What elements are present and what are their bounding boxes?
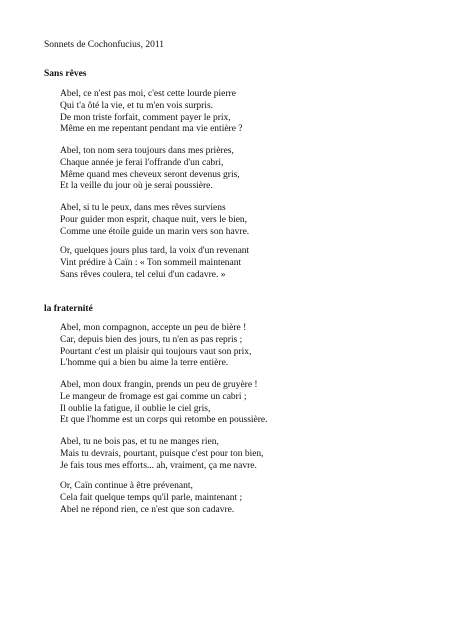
verse-line: Pourtant c'est un plaisir qui toujours vaut son prix, — [60, 346, 252, 357]
document-header: Sonnets de Cochonfucius, 2011 — [44, 40, 164, 50]
verse-line: Abel, mon compagnon, accepte un peu de bière ! — [60, 323, 247, 333]
poem-title: la fraternité — [44, 304, 93, 314]
verse-line: Vint prédire à Caïn : « Ton sommeil maintenant — [60, 257, 242, 268]
verse-line: Abel, ton nom sera toujours dans mes prières, — [60, 146, 234, 156]
verse-line: Pour guider mon esprit, chaque nuit, vers le bien, — [60, 214, 248, 225]
stanza — [60, 437, 264, 472]
stanza — [60, 323, 251, 370]
verse-line: Car, depuis bien des jours, tu n'en as pas repris ; — [60, 334, 243, 345]
stanza — [60, 89, 243, 136]
verse-line: Et la veille du jour où je serai poussière. — [60, 181, 213, 192]
verse-line: Comme une étoile guide un marin vers son havre. — [60, 226, 250, 237]
verse-line: Abel, tu ne bois pas, et tu ne manges rien, — [60, 437, 219, 447]
poem-title: Sans rêves — [44, 69, 87, 79]
verse-line: L'homme qui a bien bu aime la terre entière. — [60, 358, 229, 369]
verse-line: Qui t'a ôté la vie, et tu m'en vois surpris. — [60, 100, 214, 111]
verse-line: Or, Caïn continue à être prévenant, — [60, 481, 193, 491]
stanza — [60, 246, 249, 281]
stanza — [60, 146, 240, 193]
verse-line: Sans rêves coulera, tel celui d'un cadavre. » — [60, 269, 226, 280]
stanza — [60, 481, 242, 516]
verse-line: Chaque année je ferai l'offrande d'un cabri, — [60, 157, 224, 168]
verse-line: Je fais tous mes efforts... ah, vraiment, ça me navre. — [60, 460, 257, 471]
verse-line: Cela fait quelque temps qu'il parle, maintenant ; — [60, 492, 243, 503]
verse-line: Abel ne répond rien, ce n'est que son cadavre. — [60, 504, 235, 515]
verse-line: Le mangeur de fromage est gai comme un cabri ; — [60, 391, 247, 402]
verse-line: Mais tu devrais, pourtant, puisque c'est pour ton bien, — [60, 448, 264, 459]
verse-line: Même en me repentant pendant ma vie entière ? — [60, 124, 243, 135]
verse-line: Même quand mes cheveux seront devenus gris, — [60, 169, 240, 180]
verse-line: Abel, ce n'est pas moi, c'est cette lourde pierre — [60, 89, 236, 99]
verse-line: Or, quelques jours plus tard, la voix d'un revenant — [60, 246, 250, 256]
stanza — [60, 380, 268, 427]
verse-line: Abel, si tu le peux, dans mes rêves surviens — [60, 203, 226, 213]
verse-line: Et que l'homme est un corps qui retombe en poussière. — [60, 415, 268, 426]
stanza — [60, 203, 249, 238]
verse-line: Abel, mon doux frangin, prends un peu de gruyère ! — [60, 380, 258, 390]
verse-line: De mon triste forfait, comment payer le prix, — [60, 112, 231, 123]
verse-line: Il oublie la fatigue, il oublie le ciel gris, — [60, 403, 211, 414]
